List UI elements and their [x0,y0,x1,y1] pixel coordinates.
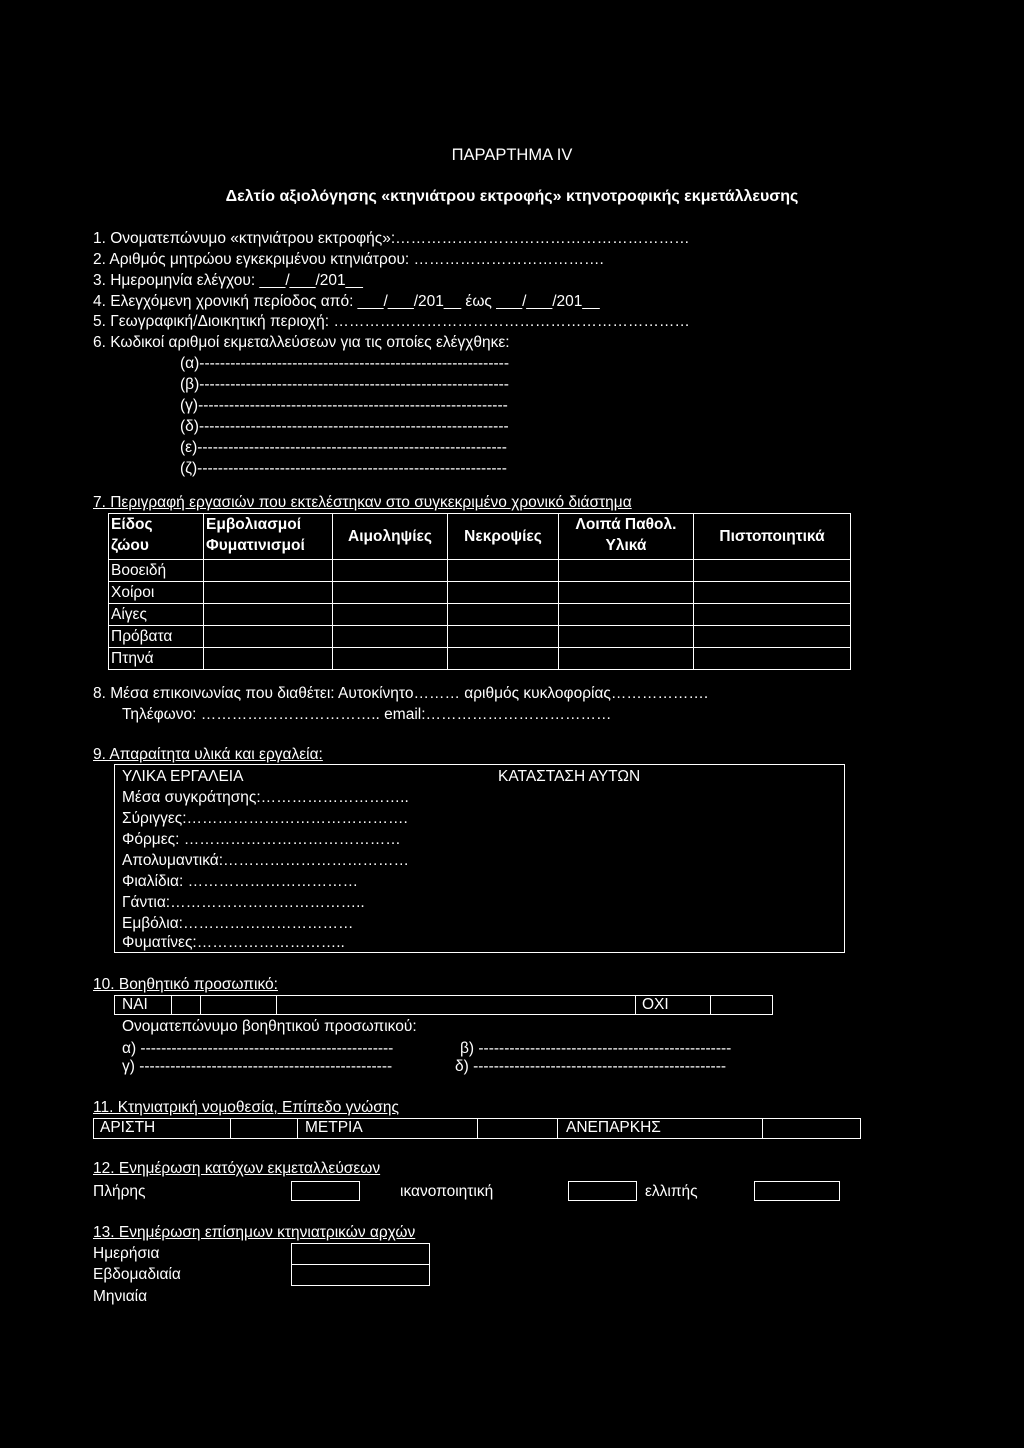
opt-daily: Ημερήσια [93,1245,160,1262]
opt-insufficient: ΑΝΕΠΑΡΚΗΣ [566,1119,661,1136]
s9-line: Σύριγγες:……………………………………. [122,810,408,827]
opt-full: Πλήρης [93,1183,146,1200]
s8-line2: Τηλέφωνο: …………………………….. email:……………………………… [122,706,612,723]
code-a: (α)------------------------------------------------------------ [180,355,509,372]
s8-line1: 8. Μέσα επικοινωνίας που διαθέτει: Αυτοκίνητο……… αριθμός κυκλοφορίας………………. [93,685,709,702]
opt-satisfactory: ικανοποιητική [400,1183,494,1200]
checkbox-full[interactable] [291,1181,360,1201]
opt-excellent: ΑΡΙΣΤΗ [100,1119,156,1136]
row-label: Βοοειδή [109,560,204,582]
s11-heading: 11. Κτηνιατρική νομοθεσία, Επίπεδο γνώσης [93,1099,399,1116]
code-e: (ε)------------------------------------------------------------ [180,439,507,456]
row-label: Χοίροι [109,582,204,604]
page-title: ΠΑΡΑΡΤΗΜΑ IV [451,146,573,164]
s9-line: Φόρμες: …………………………………… [122,831,401,848]
table-row [109,648,851,670]
item-6: 6. Κωδικοί αριθμοί εκμεταλλεύσεων για τις οποίες ελέγχθηκε: [93,334,510,351]
s10-names-label: Ονοματεπώνυμο βοηθητικού προσωπικού: [122,1018,417,1035]
s10-a: α) ------------------------------------------------- [122,1040,394,1057]
checkbox-deficient[interactable] [754,1181,840,1201]
s9-line: Απολυμαντικά:……………………………… [122,852,410,869]
th-blood: Αιμοληψίες [333,514,448,560]
s9-col1: ΥΛΙΚΑ ΕΡΓΑΛΕΙΑ [122,768,244,785]
th-vaccinations: Εμβολιασμοί Φυματινισμοί [204,514,333,560]
table-row [109,560,851,582]
checkbox-daily[interactable] [291,1243,430,1265]
helpers-row [114,995,773,1015]
row-label: Πτηνά [109,648,204,670]
tasks-table [108,513,851,670]
s9-col2: ΚΑΤΑΣΤΑΣΗ ΑΥΤΩΝ [498,768,641,785]
s9-line: Μέσα συγκράτησης:……………………….. [122,789,409,806]
checkbox-satisfactory[interactable] [568,1181,637,1201]
s10-heading: 10. Βοηθητικό προσωπικό: [93,976,278,993]
code-b: (β)------------------------------------------------------------ [180,376,509,393]
no-label: ΟΧΙ [642,996,669,1013]
yes-label: ΝΑΙ [122,996,148,1013]
s9-line: Εμβόλια:…………………………… [122,915,354,932]
s9-line: Φυματίνες:……………………….. [122,934,345,951]
item-2: 2. Αριθμός μητρώου εγκεκριμένου κτηνιάτρου: ………………………………. [93,251,604,268]
s10-b: β) ------------------------------------------------- [460,1040,732,1057]
s12-heading: 12. Ενημέρωση κατόχων εκμεταλλεύσεων [93,1160,381,1177]
s9-line: Φιαλίδια: …………………………… [122,873,359,890]
s7-heading: 7. Περιγραφή εργασιών που εκτελέστηκαν στο συγκεκριμένο χρονικό διάστημα [93,494,632,511]
code-d: (δ)------------------------------------------------------------ [180,418,509,435]
row-label: Πρόβατα [109,626,204,648]
th-other: Λοιπά Παθολ. Υλικά [559,514,694,560]
th-necropsy: Νεκροψίες [448,514,559,560]
code-f: (ζ)------------------------------------------------------------ [180,460,507,477]
table-row [109,582,851,604]
s9-heading: 9. Απαραίτητα υλικά και εργαλεία: [93,746,323,763]
item-1: 1. Ονοματεπώνυμο «κτηνιάτρου εκτροφής»:………………………………………………… [93,230,690,247]
row-label: Αίγες [109,604,204,626]
th-certificates: Πιστοποιητικά [694,514,851,560]
item-4: 4. Ελεγχόμενη χρονική περίοδος από: ___/___/201__ έως ___/___/201__ [93,293,600,310]
s10-d: δ) ------------------------------------------------- [455,1058,727,1075]
s13-heading: 13. Ενημέρωση επίσημων κτηνιατρικών αρχών [93,1224,416,1241]
item-5: 5. Γεωγραφική/Διοικητική περιοχή: …………………………………………………………… [93,313,690,330]
item-3: 3. Ημερομηνία ελέγχου: ___/___/201__ [93,272,363,289]
opt-deficient: ελλιπής [645,1183,698,1200]
table-row [109,626,851,648]
table-row [109,604,851,626]
opt-moderate: ΜΕΤΡΙΑ [305,1119,363,1136]
opt-monthly: Μηνιαία [93,1288,148,1305]
s9-line: Γάντια:……………………………….. [122,894,365,911]
opt-weekly: Εβδομαδιαία [93,1266,181,1283]
page-subtitle: Δελτίο αξιολόγησης «κτηνιάτρου εκτροφής» κτηνοτροφικής εκμετάλλευσης [225,188,799,205]
s10-c: γ) ------------------------------------------------- [122,1058,393,1075]
th-species: Είδος ζώου [109,514,204,560]
code-c: (γ)------------------------------------------------------------ [180,397,508,414]
checkbox-weekly[interactable] [291,1264,430,1286]
